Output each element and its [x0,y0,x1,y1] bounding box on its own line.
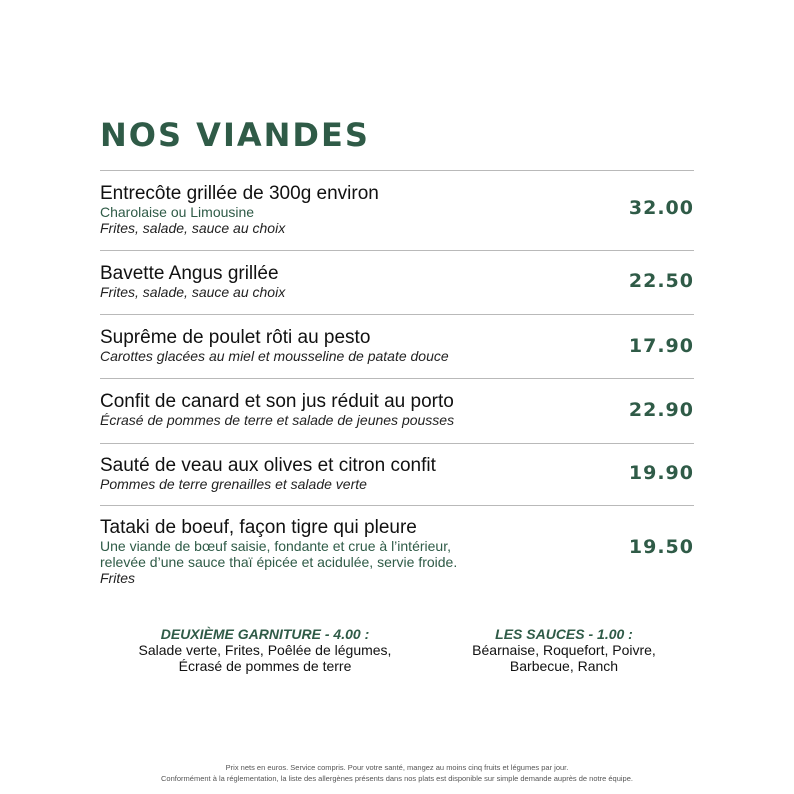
menu-item [100,314,694,378]
menu-item [100,443,694,505]
footer-line: Conformément à la réglementation, la liste des allergènes présents dans nos plats est disponible sur simple demande auprès de notre équipe. [161,774,633,783]
section-title: NOS VIANDES [100,116,370,154]
item-name: Sauté de veau aux olives et citron confit [100,455,436,476]
item-subtitle: Une viande de bœuf saisie, fondante et crue à l’intérieur, [100,538,451,554]
item-price: 22.50 [628,270,694,292]
garniture-heading: DEUXIÈME GARNITURE - 4.00 : [160,626,370,642]
item-name: Bavette Angus grillée [100,263,279,284]
item-price: 17.90 [628,335,694,357]
item-price: 19.50 [628,536,694,558]
item-description: Carottes glacées au miel et mousseline de patate douce [100,348,449,364]
menu-item [100,250,694,314]
item-description: Frites, salade, sauce au choix [100,220,286,236]
sauces-line: Béarnaise, Roquefort, Poivre, [472,642,656,658]
sauces-heading: LES SAUCES - 1.00 : [495,626,633,642]
item-price: 22.90 [628,399,694,421]
garniture-block [100,626,430,674]
sauces-block [434,626,694,674]
menu-item [100,170,694,250]
item-name: Confit de canard et son jus réduit au porto [100,391,454,412]
item-price: 32.00 [628,197,694,219]
item-description: Frites, salade, sauce au choix [100,284,286,300]
footer-line: Prix nets en euros. Service compris. Pour votre santé, mangez au moins cinq fruits et légumes par jour. [225,763,569,772]
item-name: Tataki de boeuf, façon tigre qui pleure [100,517,417,538]
item-subtitle: relevée d’une sauce thaï épicée et acidulée, servie froide. [100,554,458,570]
footer-notes [0,762,794,784]
garniture-line: Écrasé de pommes de terre [178,658,352,674]
item-description: Frites [100,570,135,586]
garniture-line: Salade verte, Frites, Poêlée de légumes, [138,642,392,658]
menu-item [100,378,694,443]
item-price: 19.90 [628,462,694,484]
menu-list [100,170,694,600]
item-name: Entrecôte grillée de 300g environ [100,183,379,204]
sauces-line: Barbecue, Ranch [509,658,619,674]
item-name: Suprême de poulet rôti au pesto [100,327,371,348]
item-description: Pommes de terre grenailles et salade verte [100,476,367,492]
menu-item [100,505,694,600]
item-subtitle: Charolaise ou Limousine [100,204,255,220]
item-description: Écrasé de pommes de terre et salade de jeunes pousses [100,412,455,428]
